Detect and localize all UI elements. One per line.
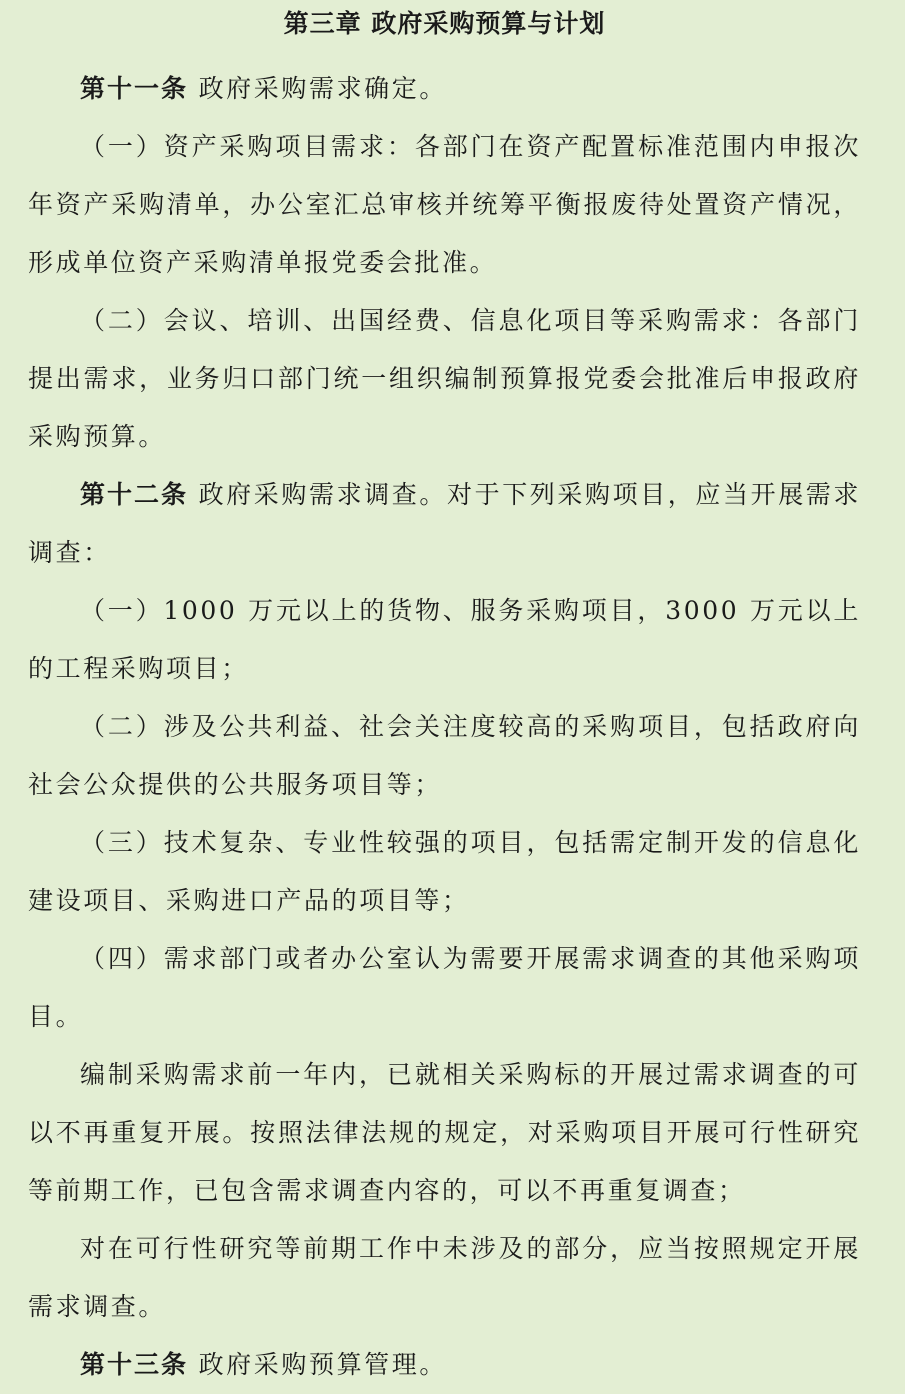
article-11-item-1: （一）资产采购项目需求：各部门在资产配置标准范围内申报次年资产采购清单，办公室汇总审核并统筹平衡报废待处置资产情况，形成单位资产采购清单报党委会批准。 [28, 132, 861, 277]
article-12-item-3: （三）技术复杂、专业性较强的项目，包括需定制开发的信息化建设项目、采购进口产品的项目等； [28, 828, 861, 915]
article-11-title: 政府采购需求确定。 [198, 74, 447, 103]
article-11-heading [28, 60, 861, 118]
article-12-item-4: （四）需求部门或者办公室认为需要开展需求调查的其他采购项目。 [28, 944, 861, 1031]
article-12-heading [28, 466, 861, 582]
chapter-title: 第三章 政府采购预算与计划 [283, 9, 606, 38]
article-11-item-2: （二）会议、培训、出国经费、信息化项目等采购需求：各部门提出需求，业务归口部门统一组织编制预算报党委会批准后申报政府采购预算。 [28, 306, 861, 451]
article-13-title: 政府采购预算管理。 [198, 1350, 447, 1379]
article-11-number: 第十一条 [80, 74, 189, 103]
article-13-heading [28, 1336, 861, 1394]
article-13-number: 第十三条 [80, 1350, 189, 1379]
article-12-number: 第十二条 [80, 480, 189, 509]
article-12-note-2: 对在可行性研究等前期工作中未涉及的部分，应当按照规定开展需求调查。 [28, 1234, 861, 1321]
article-12-item-1: （一）1000 万元以上的货物、服务采购项目，3000 万元以上的工程采购项目； [28, 596, 861, 683]
article-12-note-1: 编制采购需求前一年内，已就相关采购标的开展过需求调查的可以不再重复开展。按照法律法规的规定，对采购项目开展可行性研究等前期工作，已包含需求调查内容的，可以不再重复调查； [28, 1060, 861, 1205]
article-12-item-2: （二）涉及公共利益、社会关注度较高的采购项目，包括政府向社会公众提供的公共服务项目等； [28, 712, 861, 799]
article-12-title: 政府采购需求调查。对于下列采购项目，应当开展需求调查： [28, 480, 862, 567]
